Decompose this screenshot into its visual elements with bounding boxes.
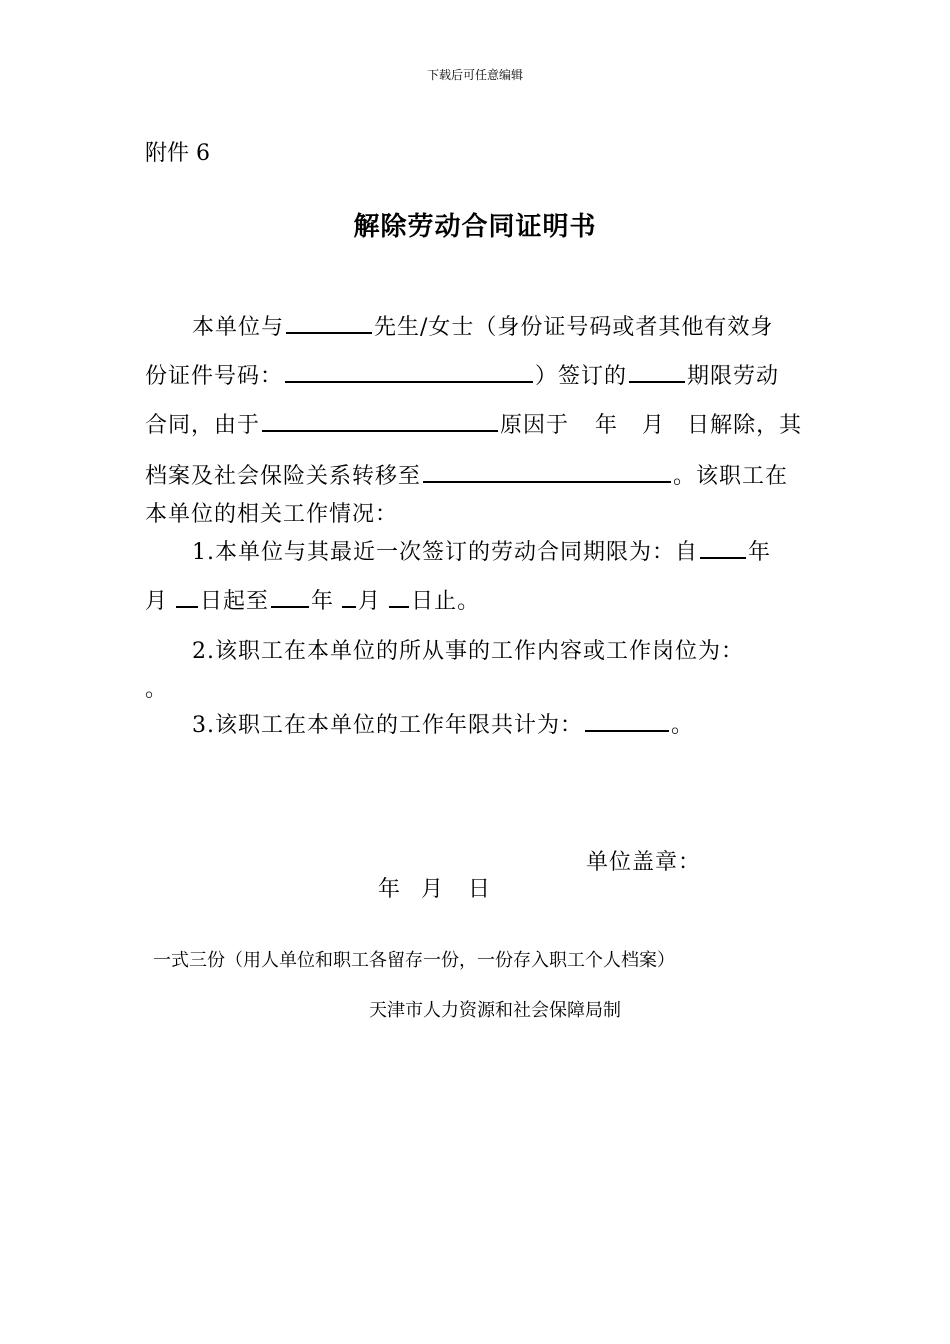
text-segment: 。 (671, 713, 695, 738)
text-segment: 年 (595, 413, 619, 438)
transfer-destination-blank (423, 459, 671, 483)
end-day-blank (389, 584, 409, 608)
para1-line3 (145, 408, 802, 439)
text-segment: 档案及社会保险关系转移至 (145, 464, 422, 489)
date-day: 日 (468, 877, 492, 902)
issuer: 天津市人力资源和社会保障局制 (369, 1000, 621, 1021)
text-segment: ）签订的 (535, 364, 628, 389)
end-year-blank (271, 584, 309, 608)
text-segment: 年 (311, 589, 335, 614)
attachment-label: 附件 6 (145, 141, 210, 166)
end-month-blank (342, 584, 356, 608)
start-year-blank (700, 535, 746, 559)
para1-line5: 本单位的相关工作情况： (145, 502, 399, 527)
date-month: 月 (421, 877, 445, 902)
text-segment: 日解除，其 (687, 413, 803, 438)
contract-term-blank (629, 359, 685, 383)
date-year: 年 (378, 877, 402, 902)
text-segment: 月 (145, 589, 169, 614)
text-segment: 份证件号码： (145, 364, 284, 389)
text-segment: 月 (358, 589, 382, 614)
item3-line1 (192, 708, 694, 739)
header-note: 下载后可任意编辑 (426, 68, 523, 82)
copies-note: 一式三份（用人单位和职工各留存一份，一份存入职工个人档案） (153, 950, 675, 971)
para1-line2 (145, 359, 779, 390)
item2-line1: 2.该职工在本单位的所从事的工作内容或工作岗位为： (192, 639, 744, 664)
reason-blank (262, 408, 498, 432)
item1-line1 (192, 535, 771, 566)
seal-label: 单位盖章： (586, 850, 702, 875)
work-years-blank (585, 708, 669, 732)
text-segment: 年 (748, 540, 772, 565)
text-segment: 月 (642, 413, 666, 438)
text-segment: 原因于 (500, 413, 570, 438)
para1-line4 (145, 459, 788, 490)
text-segment: 3.该职工在本单位的工作年限共计为： (192, 713, 583, 738)
item1-line2 (145, 584, 480, 615)
name-blank (286, 310, 372, 334)
item2-line2: 。 (145, 677, 169, 702)
para1-line1 (192, 310, 773, 341)
text-segment: 本单位与 (192, 315, 285, 340)
text-segment: 。该职工在 (673, 464, 789, 489)
text-segment: 合同，由于 (145, 413, 261, 438)
text-segment: 日起至 (200, 589, 270, 614)
text-segment: 1.本单位与其最近一次签订的劳动合同期限为：自 (192, 540, 698, 565)
document-title: 解除劳动合同证明书 (353, 212, 597, 242)
text-segment: 先生/女士（身份证号码或者其他有效身 (374, 315, 774, 340)
text-segment: 期限劳动 (687, 364, 780, 389)
signature-date (378, 872, 491, 903)
text-segment: 日止。 (411, 589, 481, 614)
start-day-blank (176, 584, 198, 608)
id-number-blank (285, 359, 533, 383)
